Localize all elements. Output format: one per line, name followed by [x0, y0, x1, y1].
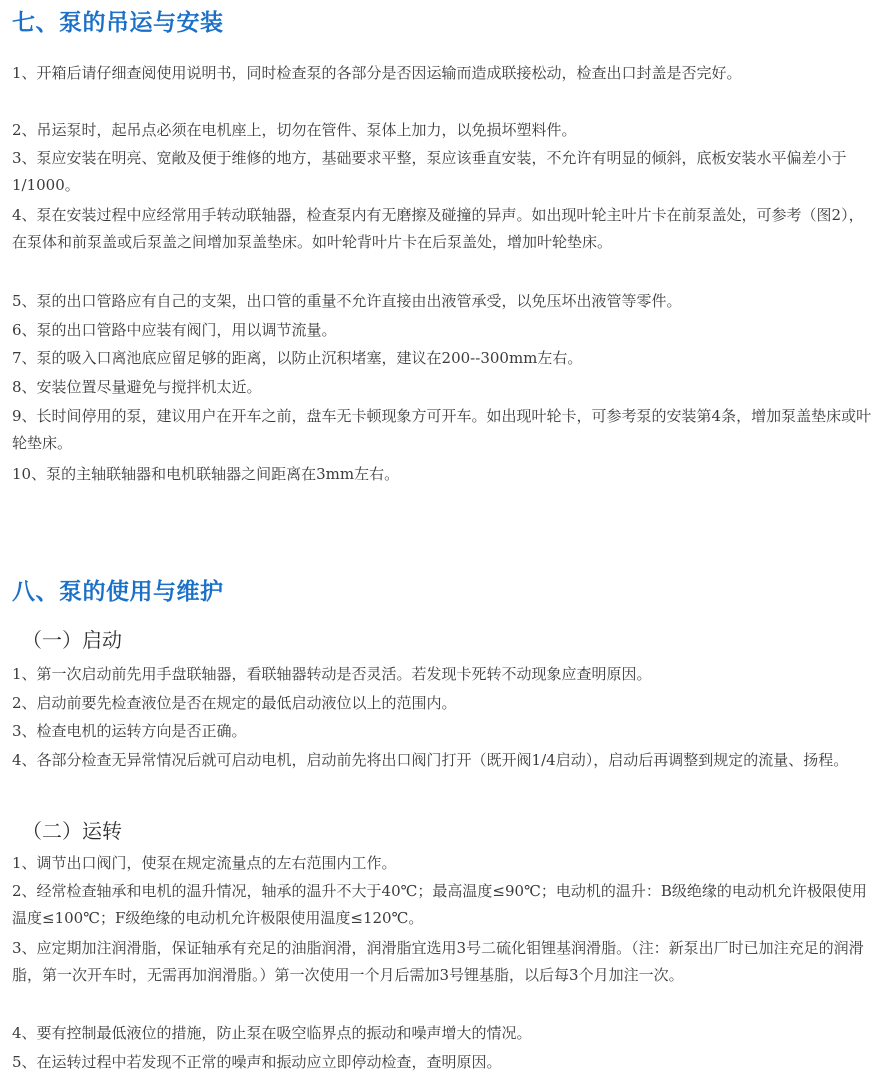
item-text: 启动前要先检查液位是否在规定的最低启动液位以上的范围内。 [36, 694, 457, 712]
item-number: 3、 [12, 149, 37, 167]
operation-item [12, 850, 874, 877]
item-number: 4、 [12, 1024, 37, 1042]
item-text: 安装位置尽量避免与搅拌机太近。 [36, 378, 262, 396]
item-number: 2、 [12, 694, 37, 712]
item-number: 1、 [12, 64, 37, 82]
operation-item [12, 1020, 874, 1047]
item-number: 8、 [12, 378, 37, 396]
item-text: 调节出口阀门，使泵在规定流量点的左右范围内工作。 [36, 854, 397, 872]
section-7-item [12, 461, 874, 488]
operation-subtitle: （二）运转 [22, 819, 122, 843]
section-7-item [12, 202, 874, 257]
section-7-item [12, 374, 874, 401]
item-text: 泵的出口管路中应装有阀门，用以调节流量。 [36, 321, 337, 339]
operation-item [12, 878, 874, 933]
item-text: 在运转过程中若发现不正常的噪声和振动应立即停动检查，查明原因。 [36, 1053, 502, 1071]
item-text: 泵的主轴联轴器和电机联轴器之间距离在3mm左右。 [46, 465, 400, 483]
startup-item [12, 747, 874, 774]
operation-item [12, 935, 874, 990]
item-text: 吊运泵时，起吊点必须在电机座上，切勿在管件、泵体上加力，以免损坏塑料件。 [36, 121, 577, 139]
section-7-item [12, 403, 874, 458]
item-number: 4、 [12, 751, 37, 769]
item-number: 2、 [12, 121, 37, 139]
item-number: 1、 [12, 854, 37, 872]
item-text: 要有控制最低液位的措施，防止泵在吸空临界点的振动和噪声增大的情况。 [36, 1024, 532, 1042]
item-number: 3、 [12, 722, 37, 740]
item-number: 4、 [12, 206, 37, 224]
item-number: 2、 [12, 882, 37, 900]
section-7-item [12, 117, 874, 144]
item-number: 7、 [12, 349, 37, 367]
section-7-item [12, 345, 874, 372]
item-text: 第一次启动前先用手盘联轴器，看联轴器转动是否灵活。若发现卡死转不动现象应查明原因。 [36, 665, 652, 683]
item-text: 经常检查轴承和电机的温升情况，轴承的温升不大于40℃；最高温度≤90℃；电动机的温升：B级绝缘的电动机允许极限使用温度≤100℃；F级绝缘的电动机允许极限使用温度≤120℃。 [12, 882, 867, 928]
item-number: 3、 [12, 939, 37, 957]
item-text: 长时间停用的泵，建议用户在开车之前，盘车无卡顿现象方可开车。如出现叶轮卡，可参考泵的安装第4条，增加泵盖垫床或叶轮垫床。 [12, 407, 872, 453]
section-8-title: 八、泵的使用与维护 [12, 579, 224, 605]
item-text: 泵应安装在明亮、宽敞及便于维修的地方，基础要求平整，泵应该垂直安装，不允许有明显的倾斜，底板安装水平偏差小于1/1000。 [12, 149, 847, 195]
item-text: 检查电机的运转方向是否正确。 [36, 722, 247, 740]
item-number: 5、 [12, 292, 37, 310]
item-number: 6、 [12, 321, 37, 339]
section-7-item [12, 288, 874, 315]
item-text: 开箱后请仔细查阅使用说明书，同时检查泵的各部分是否因运输而造成联接松动，检查出口封盖是否完好。 [36, 64, 742, 82]
item-text: 泵的出口管路应有自己的支架，出口管的重量不允许直接由出液管承受，以免压坏出液管等零件。 [36, 292, 682, 310]
item-number: 5、 [12, 1053, 37, 1071]
section-7-item [12, 317, 874, 344]
section-7-item [12, 145, 874, 200]
startup-item [12, 690, 874, 717]
startup-item [12, 718, 874, 745]
startup-subtitle: （一）启动 [22, 628, 122, 652]
startup-item [12, 661, 874, 688]
item-text: 泵在安装过程中应经常用手转动联轴器，检查泵内有无磨擦及碰撞的异声。如出现叶轮主叶片卡在前泵盖处，可参考（图2），在泵体和前泵盖或后泵盖之间增加泵盖垫床。如叶轮背叶片卡在后泵盖处，增加叶轮垫床。 [12, 206, 864, 252]
section-7-title: 七、泵的吊运与安装 [12, 10, 224, 36]
item-number: 1、 [12, 665, 37, 683]
item-number: 10、 [12, 465, 47, 483]
item-number: 9、 [12, 407, 37, 425]
item-text: 各部分检查无异常情况后就可启动电机，启动前先将出口阀门打开（既开阀1/4启动），启动后再调整到规定的流量、扬程。 [36, 751, 849, 769]
operation-item [12, 1049, 874, 1076]
item-text: 应定期加注润滑脂，保证轴承有充足的油脂润滑，润滑脂宜选用3号二硫化钼锂基润滑脂。（注：新泵出厂时已加注充足的润滑脂，第一次开车时，无需再加润滑脂。）第一次使用一个月后需加3号锂基脂，以后每3个月加注一次。 [12, 939, 864, 985]
item-text: 泵的吸入口离池底应留足够的距离，以防止沉积堵塞，建议在200--300mm左右。 [36, 349, 583, 367]
section-7-item [12, 60, 874, 87]
